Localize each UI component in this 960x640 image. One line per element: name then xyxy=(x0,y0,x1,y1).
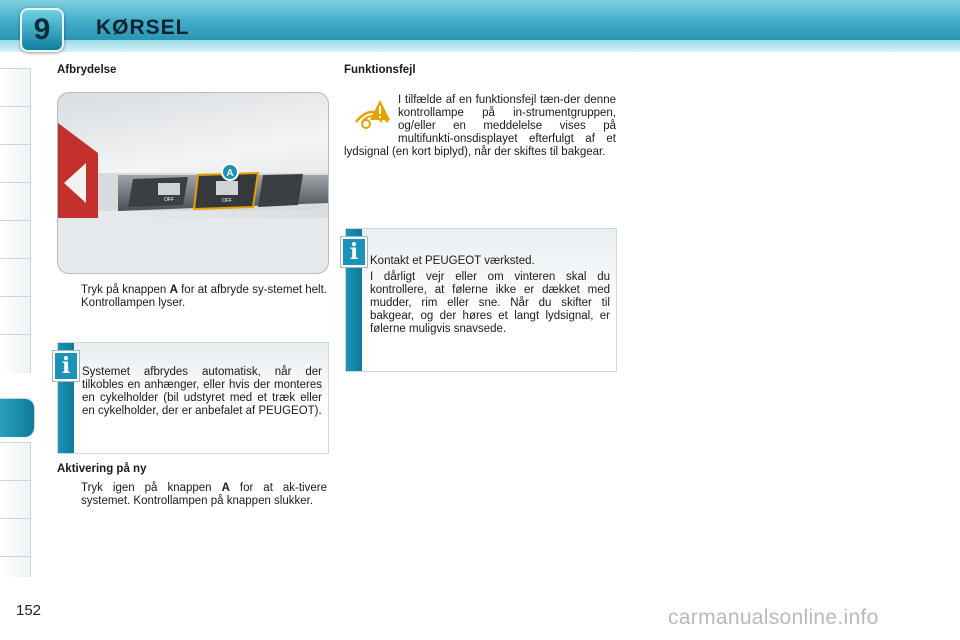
photo-label-a: A xyxy=(226,168,234,179)
side-tab-1[interactable] xyxy=(0,68,31,107)
side-tab-4[interactable] xyxy=(0,182,31,221)
info-icon: i xyxy=(341,237,367,267)
info-line-kontakt: Kontakt et PEUGEOT værksted. xyxy=(370,255,535,267)
info-text-left: Systemet afbrydes automatisk, når der tilkobles en anhænger, eller hvis der monteres en cykelholder (bil udstyret med et træk eller en cykelholder, der er anbefalet af PEUGEOT). xyxy=(82,366,322,417)
header-band xyxy=(0,40,960,52)
chapter-number-badge: 9 xyxy=(20,8,64,52)
side-tab-13[interactable] xyxy=(0,556,31,577)
bullet-on-text-pre: Tryk igen på knappen xyxy=(81,482,222,494)
icon-spacer xyxy=(344,94,398,134)
fault-text: I tilfælde af en funktionsfejl tæn-der denne kontrollampe på in-strumentgruppen, og/eller en meddelelse vises på multifunkti-onsdisplayet efterfulgt af et lydsignal (en kort biplyd), når der skiftes til bakgear. xyxy=(344,94,616,158)
bullet-off-button-a: A xyxy=(169,284,178,296)
bullet-on-text-post: for at ak-tivere systemet. Kontrollampen på knappen slukker. xyxy=(81,482,327,507)
heading-aktivering: Aktivering på ny xyxy=(57,463,147,475)
bullet-off-text-post: for at afbryde sy-stemet helt. Kontrollampen lyser. xyxy=(81,284,328,309)
dashboard-photo xyxy=(57,92,329,274)
side-tab-11[interactable] xyxy=(0,480,31,519)
bullet-off-text-pre: Tryk på knappen xyxy=(81,284,170,296)
heading-funktionsfejl: Funktionsfejl xyxy=(344,64,416,76)
side-tab-6[interactable] xyxy=(0,258,31,297)
chapter-side-tabs xyxy=(0,60,34,580)
side-tab-12[interactable] xyxy=(0,518,31,557)
info-text-right: I dårligt vejr eller om vinteren skal du kontrollere, at følerne ikke er dækket med mudder, rim eller sne. Når du skifter til bakgear, og der høres et langt lydsignal, er følerne muligvis snavsede. xyxy=(370,271,610,335)
heading-afbrydelse: Afbrydelse xyxy=(57,64,117,76)
bullet-off xyxy=(57,284,327,310)
dashboard-illustration xyxy=(58,93,328,273)
bullet-on-button-a: A xyxy=(221,482,230,494)
bullet-on xyxy=(57,482,327,508)
fault-paragraph xyxy=(344,94,616,159)
side-tab-8[interactable] xyxy=(0,334,31,373)
side-tab-2[interactable] xyxy=(0,106,31,145)
side-tab-5[interactable] xyxy=(0,220,31,259)
page-number: 152 xyxy=(16,602,42,619)
side-tab-10[interactable] xyxy=(0,442,31,481)
photo-button2-label: OFF xyxy=(222,198,232,204)
side-tab-7[interactable] xyxy=(0,296,31,335)
watermark: carmanualsonline.info xyxy=(668,606,879,629)
side-tab-9-active[interactable] xyxy=(0,398,35,437)
chapter-title: KØRSEL xyxy=(96,16,190,39)
side-tab-3[interactable] xyxy=(0,144,31,183)
photo-button1-label: OFF xyxy=(164,197,174,203)
info-icon: i xyxy=(53,351,79,381)
